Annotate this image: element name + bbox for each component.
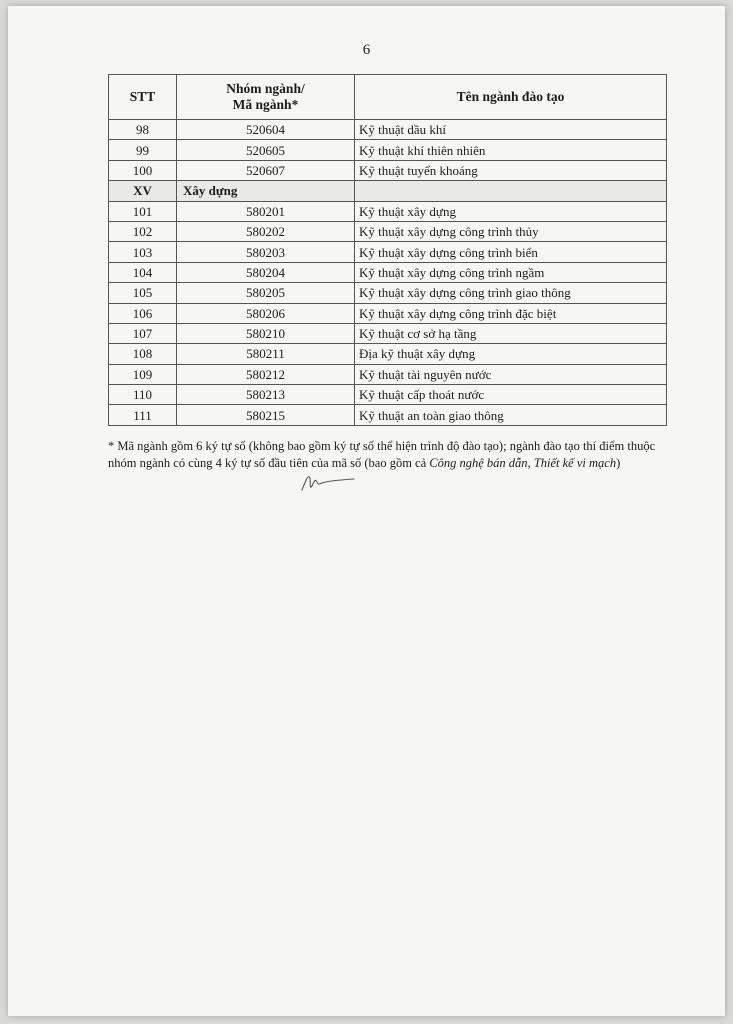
row-code: 580202 [177, 221, 355, 241]
table-row [109, 242, 667, 262]
row-name: Kỹ thuật xây dựng công trình ngầm [355, 262, 667, 282]
row-stt: 108 [109, 344, 177, 364]
table-row [109, 364, 667, 384]
group-row [109, 181, 667, 201]
header-name: Tên ngành đào tạo [355, 75, 667, 120]
row-name: Kỹ thuật xây dựng công trình biển [355, 242, 667, 262]
row-stt: 110 [109, 385, 177, 405]
row-stt: 107 [109, 323, 177, 343]
row-stt: 111 [109, 405, 177, 425]
header-code-line2: Mã ngành* [232, 97, 299, 112]
table-row [109, 385, 667, 405]
row-name: Kỹ thuật xây dựng công trình thủy [355, 221, 667, 241]
row-stt: 105 [109, 283, 177, 303]
table-row [109, 221, 667, 241]
table-row [109, 262, 667, 282]
table-row [109, 160, 667, 180]
group-stt: XV [109, 181, 177, 201]
row-name: Kỹ thuật xây dựng công trình giao thông [355, 283, 667, 303]
row-code: 580206 [177, 303, 355, 323]
row-code: 520604 [177, 120, 355, 140]
row-name: Kỹ thuật khí thiên nhiên [355, 140, 667, 160]
footnote-italic-1: Công nghệ bán dẫn [429, 455, 528, 470]
document-page [8, 6, 725, 1016]
table-row [109, 140, 667, 160]
row-code: 580213 [177, 385, 355, 405]
row-name: Địa kỹ thuật xây dựng [355, 344, 667, 364]
row-stt: 103 [109, 242, 177, 262]
row-code: 580211 [177, 344, 355, 364]
table-row [109, 323, 667, 343]
row-stt: 101 [109, 201, 177, 221]
row-name: Kỹ thuật xây dựng [355, 201, 667, 221]
row-code: 580210 [177, 323, 355, 343]
row-name: Kỹ thuật tuyển khoáng [355, 160, 667, 180]
row-code: 580215 [177, 405, 355, 425]
row-code: 520607 [177, 160, 355, 180]
row-code: 520605 [177, 140, 355, 160]
row-code: 580205 [177, 283, 355, 303]
row-stt: 100 [109, 160, 177, 180]
row-stt: 98 [109, 120, 177, 140]
row-code: 580204 [177, 262, 355, 282]
table-row [109, 201, 667, 221]
table-row [109, 303, 667, 323]
group-empty-cell [355, 181, 667, 201]
row-name: Kỹ thuật cơ sở hạ tầng [355, 323, 667, 343]
row-stt: 102 [109, 221, 177, 241]
row-stt: 104 [109, 262, 177, 282]
row-code: 580201 [177, 201, 355, 221]
row-code: 580203 [177, 242, 355, 262]
handwritten-signature [298, 468, 358, 496]
page-number: 6 [362, 42, 371, 58]
row-name: Kỹ thuật xây dựng công trình đặc biệt [355, 303, 667, 323]
table-row [109, 120, 667, 140]
footnote-separator: , [527, 455, 534, 470]
row-stt: 106 [109, 303, 177, 323]
row-stt: 109 [109, 364, 177, 384]
table-header-row [109, 75, 667, 120]
header-stt: STT [109, 75, 177, 120]
footnote-text: * Mã ngành gồm 6 ký tự số (không bao gồm ký tự số thể hiện trình độ đào tạo); ngành đào tạo thí điểm thuộc nhóm ngành có cùng 4 ký tự số đầu tiên của mã số (bao gồm cả [108, 439, 656, 470]
table-row [109, 283, 667, 303]
row-name: Kỹ thuật cấp thoát nước [355, 385, 667, 405]
table-row [109, 344, 667, 364]
row-name: Kỹ thuật dầu khí [355, 120, 667, 140]
row-name: Kỹ thuật tài nguyên nước [355, 364, 667, 384]
row-stt: 99 [109, 140, 177, 160]
table-row [109, 405, 667, 425]
header-code-line1: Nhóm ngành/ [226, 81, 305, 96]
header-code [177, 75, 355, 120]
majors-table [108, 74, 667, 426]
row-name: Kỹ thuật an toàn giao thông [355, 405, 667, 425]
row-code: 580212 [177, 364, 355, 384]
footnote-italic-2: Thiết kế vi mạch [533, 455, 617, 470]
footnote [108, 438, 668, 471]
footnote-closing: ) [616, 455, 621, 470]
group-title: Xây dựng [177, 181, 355, 201]
